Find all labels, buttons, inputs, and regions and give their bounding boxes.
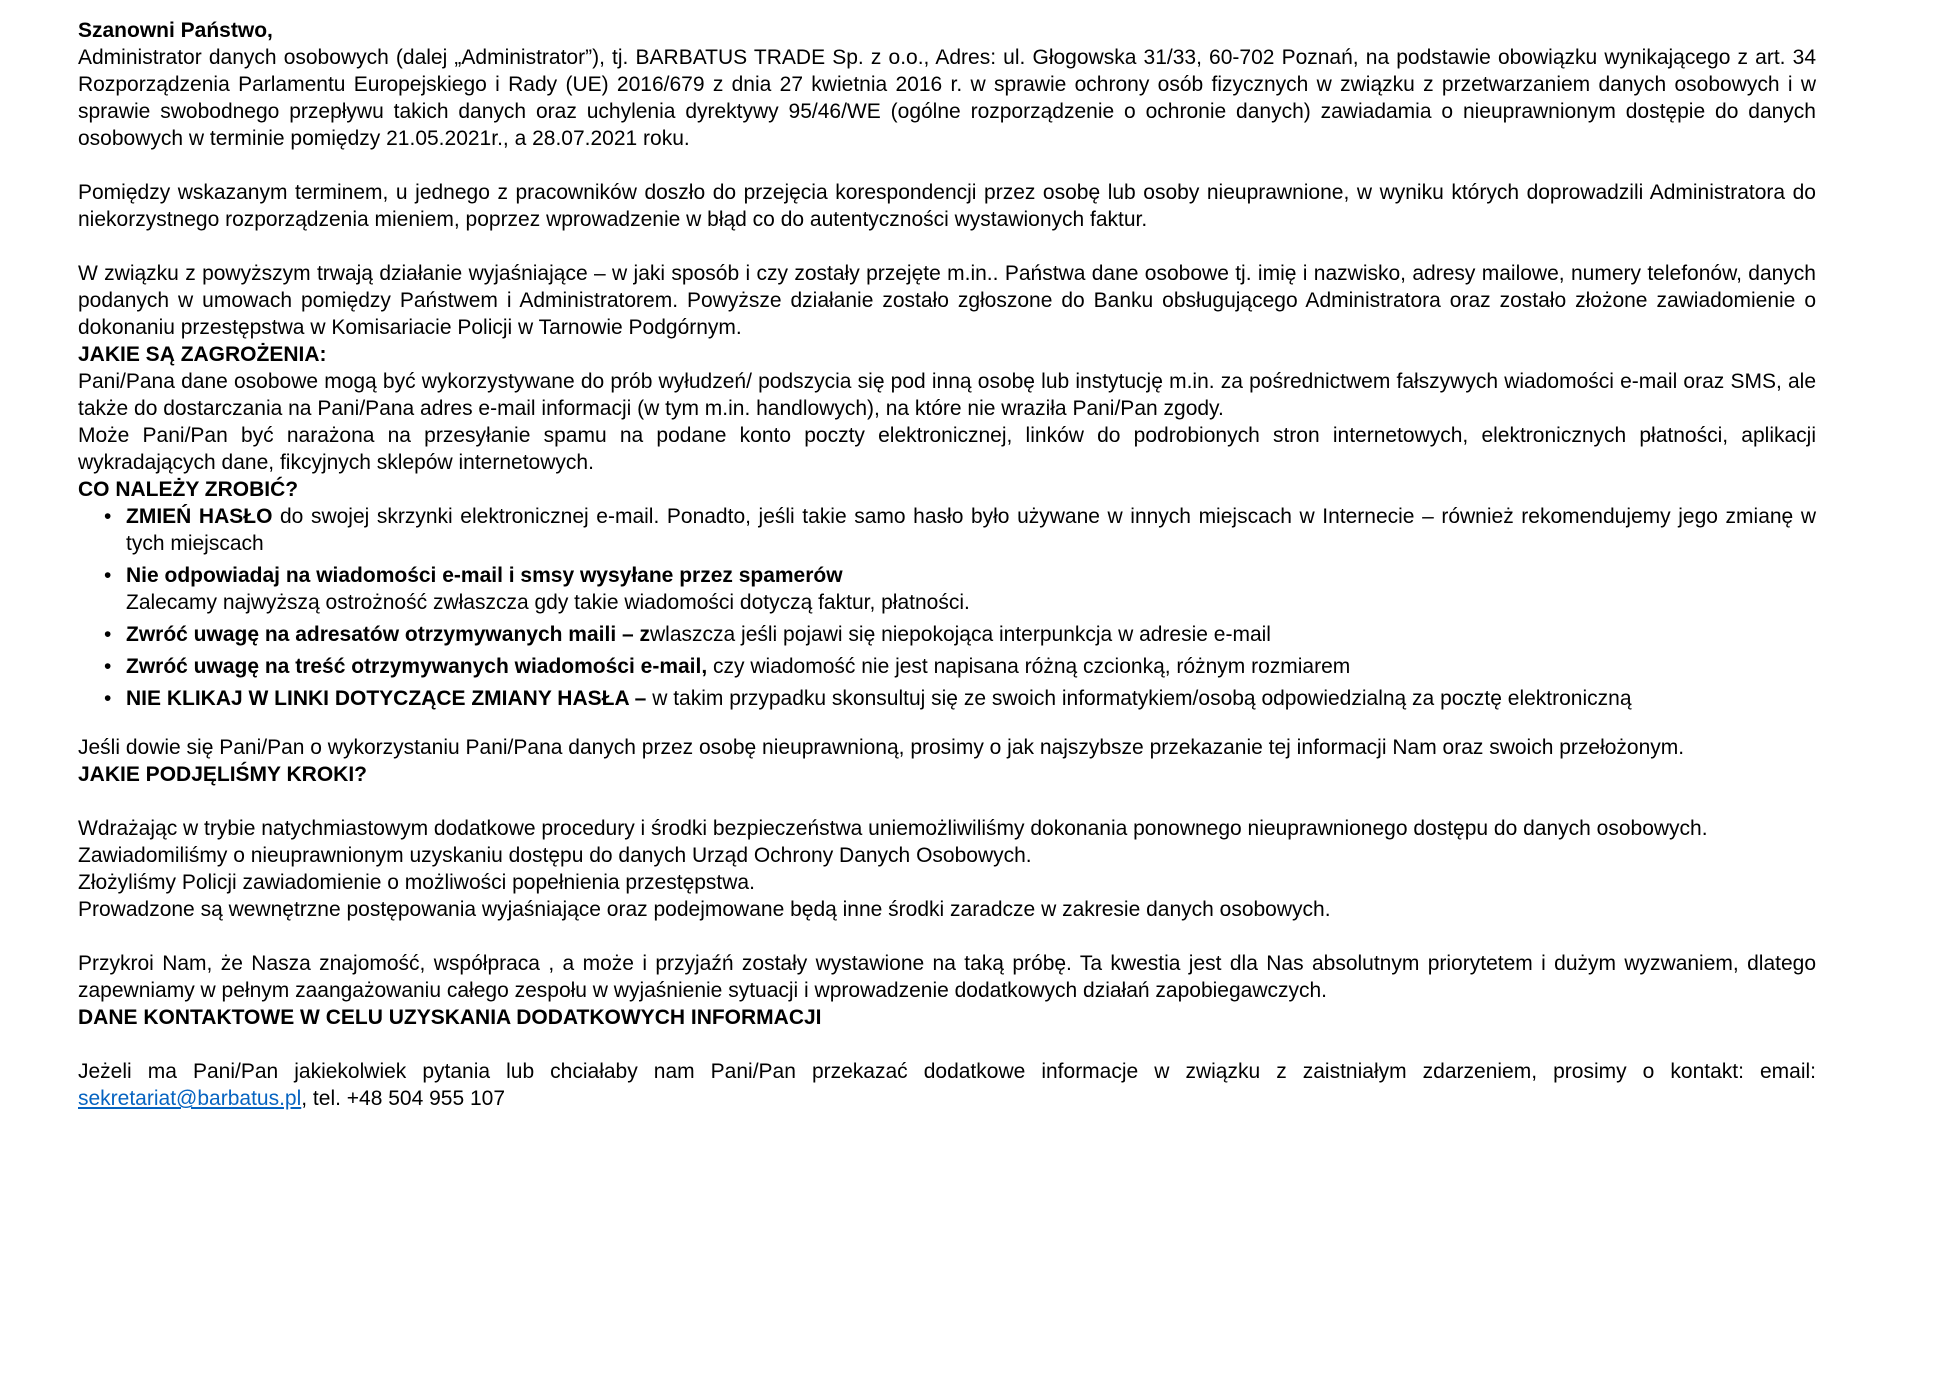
apology-paragraph: Przykroi Nam, że Nasza znajomość, współpraca , a może i przyjaźń zostały wystawione na taką próbę. Ta kwestia jest dla Nas absolutnym priorytetem i dużym wyzwaniem, dlatego zapewniamy w pełnym zaangażowaniu całego zespołu w wyjaśnienie sytuacji i wprowadzenie dodatkowych działań zapobiegawczych. bbox=[78, 952, 1816, 1002]
todo-item-bold: Zwróć uwagę na adresatów otrzymywanych maili – z bbox=[126, 623, 650, 646]
todo-item-no-links bbox=[78, 685, 1816, 712]
email-link[interactable]: sekretariat@barbatus.pl bbox=[78, 1087, 302, 1110]
todo-list bbox=[78, 503, 1816, 712]
threats-paragraph-1: Pani/Pana dane osobowe mogą być wykorzystywane do prób wyłudzeń/ podszycia się pod inną osobę lub instytucję m.in. za pośrednictwem fałszywych wiadomości e-mail oraz SMS, ale także do dostarczania na Pani/Pana adres e-mail informacji (w tym m.in. handlowych), na które nie wraziła Pani/Pan zgody. bbox=[78, 370, 1816, 420]
steps-paragraph-4: Prowadzone są wewnętrzne postępowania wyjaśniające oraz podejmowane będą inne środki zaradcze w zakresie danych osobowych. bbox=[78, 898, 1331, 921]
contact-heading: DANE KONTAKTOWE W CELU UZYSKANIA DODATKOWYCH INFORMACJI bbox=[78, 1006, 822, 1029]
bullet-icon: • bbox=[104, 564, 112, 587]
todo-heading: CO NALEŻY ZROBIĆ? bbox=[78, 478, 299, 501]
greeting: Szanowni Państwo, bbox=[78, 19, 273, 42]
todo-item-check-recipients bbox=[78, 621, 1816, 648]
todo-item-check-content bbox=[78, 653, 1816, 680]
todo-item-no-reply bbox=[78, 562, 1816, 616]
contact-phone: , tel. +48 504 955 107 bbox=[301, 1087, 506, 1110]
contact-text: Jeżeli ma Pani/Pan jakiekolwiek pytania lub chciałaby nam Pani/Pan przekazać dodatkowe informacje w związku z zaistniałym zdarzeniem, prosimy o kontakt: email: bbox=[78, 1060, 1816, 1083]
bullet-icon: • bbox=[104, 505, 112, 528]
todo-item-bold: Zwróć uwagę na treść otrzymywanych wiadomości e-mail, bbox=[126, 655, 708, 678]
bullet-icon: • bbox=[104, 687, 112, 710]
incident-paragraph: Pomiędzy wskazanym terminem, u jednego z pracowników doszło do przejęcia korespondencji przez osobę lub osoby nieuprawnione, w wyniku których doprowadzili Administratora do niekorzystnego rozporządzenia mieniem, poprzez wprowadzenie w błąd co do autentyczności wystawionych faktur. bbox=[78, 181, 1816, 231]
misuse-paragraph: Jeśli dowie się Pani/Pan o wykorzystaniu Pani/Pana danych przez osobę nieuprawnioną, prosimy o jak najszybsze przekazanie tej informacji Nam oraz swoich przełożonym. bbox=[78, 736, 1685, 759]
bullet-icon: • bbox=[104, 623, 112, 646]
threats-paragraph-2: Może Pani/Pan być narażona na przesyłanie spamu na podane konto poczty elektronicznej, linków do podrobionych stron internetowych, elektronicznych płatności, aplikacji wykradających dane, fikcyjnych sklepów internetowych. bbox=[78, 424, 1816, 474]
intro-paragraph: Administrator danych osobowych (dalej „Administrator”), tj. BARBATUS TRADE Sp. z o.o., Adres: ul. Głogowska 31/33, 60-702 Poznań, na podstawie obowiązku wynikającego z art. 34 Rozporządzenia Parlamentu Europejskiego i Rady (UE) 2016/679 z dnia 27 kwietnia 2016 r. w sprawie ochrony osób fizycznych w związku z przetwarzaniem danych osobowych i w sprawie swobodnego przepływu takich danych oraz uchylenia dyrektywy 95/46/WE (ogólne rozporządzenie o ochronie danych) zawiadamia o nieuprawnionym dostępie do danych osobowych w terminie pomiędzy 21.05.2021r., a 28.07.2021 roku. bbox=[78, 46, 1816, 150]
todo-item-text: czy wiadomość nie jest napisana różną czcionką, różnym rozmiarem bbox=[707, 655, 1351, 678]
todo-item-text: do swojej skrzynki elektronicznej e-mail. Ponadto, jeśli takie samo hasło było używane w innych miejscach w Internecie – również rekomendujemy jego zmianę w tych miejscach bbox=[126, 505, 1816, 555]
todo-item-text: w takim przypadku skonsultuj się ze swoich informatykiem/osobą odpowiedzialną za pocztę elektroniczną bbox=[646, 687, 1632, 710]
bullet-icon: • bbox=[104, 655, 112, 678]
todo-item-bold: NIE KLIKAJ W LINKI DOTYCZĄCE ZMIANY HASŁA – bbox=[126, 687, 647, 710]
todo-item-bold: ZMIEŃ HASŁO bbox=[126, 505, 273, 528]
todo-item-text: wlaszcza jeśli pojawi się niepokojąca interpunkcja w adresie e-mail bbox=[650, 623, 1271, 646]
steps-paragraph-2: Zawiadomiliśmy o nieuprawnionym uzyskaniu dostępu do danych Urząd Ochrony Danych Osobowych. bbox=[78, 844, 1032, 867]
todo-item-text: Zalecamy najwyższą ostrożność zwłaszcza gdy takie wiadomości dotyczą faktur, płatności. bbox=[126, 591, 970, 614]
steps-paragraph-1: Wdrażając w trybie natychmiastowym dodatkowe procedury i środki bezpieczeństwa uniemożliwiliśmy dokonania ponownego nieuprawnionego dostępu do danych osobowych. bbox=[78, 817, 1708, 840]
todo-item-bold: Nie odpowiadaj na wiadomości e-mail i smsy wysyłane przez spamerów bbox=[126, 564, 843, 587]
threats-heading: JAKIE SĄ ZAGROŻENIA: bbox=[78, 343, 327, 366]
steps-heading: JAKIE PODJĘLIŚMY KROKI? bbox=[78, 763, 367, 786]
steps-paragraph-3: Złożyliśmy Policji zawiadomienie o możliwości popełnienia przestępstwa. bbox=[78, 871, 755, 894]
todo-item-change-password bbox=[78, 503, 1816, 557]
investigation-paragraph: W związku z powyższym trwają działanie wyjaśniające – w jaki sposób i czy zostały przejęte m.in.. Państwa dane osobowe tj. imię i nazwisko, adresy mailowe, numery telefonów, danych podanych w umowach pomiędzy Państwem i Administratorem. Powyższe działanie zostało zgłoszone do Banku obsługującego Administratora oraz zostało złożone zawiadomienie o dokonaniu przestępstwa w Komisariacie Policji w Tarnowie Podgórnym. bbox=[78, 262, 1816, 339]
contact-paragraph bbox=[78, 1058, 1816, 1112]
letter-document bbox=[78, 17, 1816, 1112]
